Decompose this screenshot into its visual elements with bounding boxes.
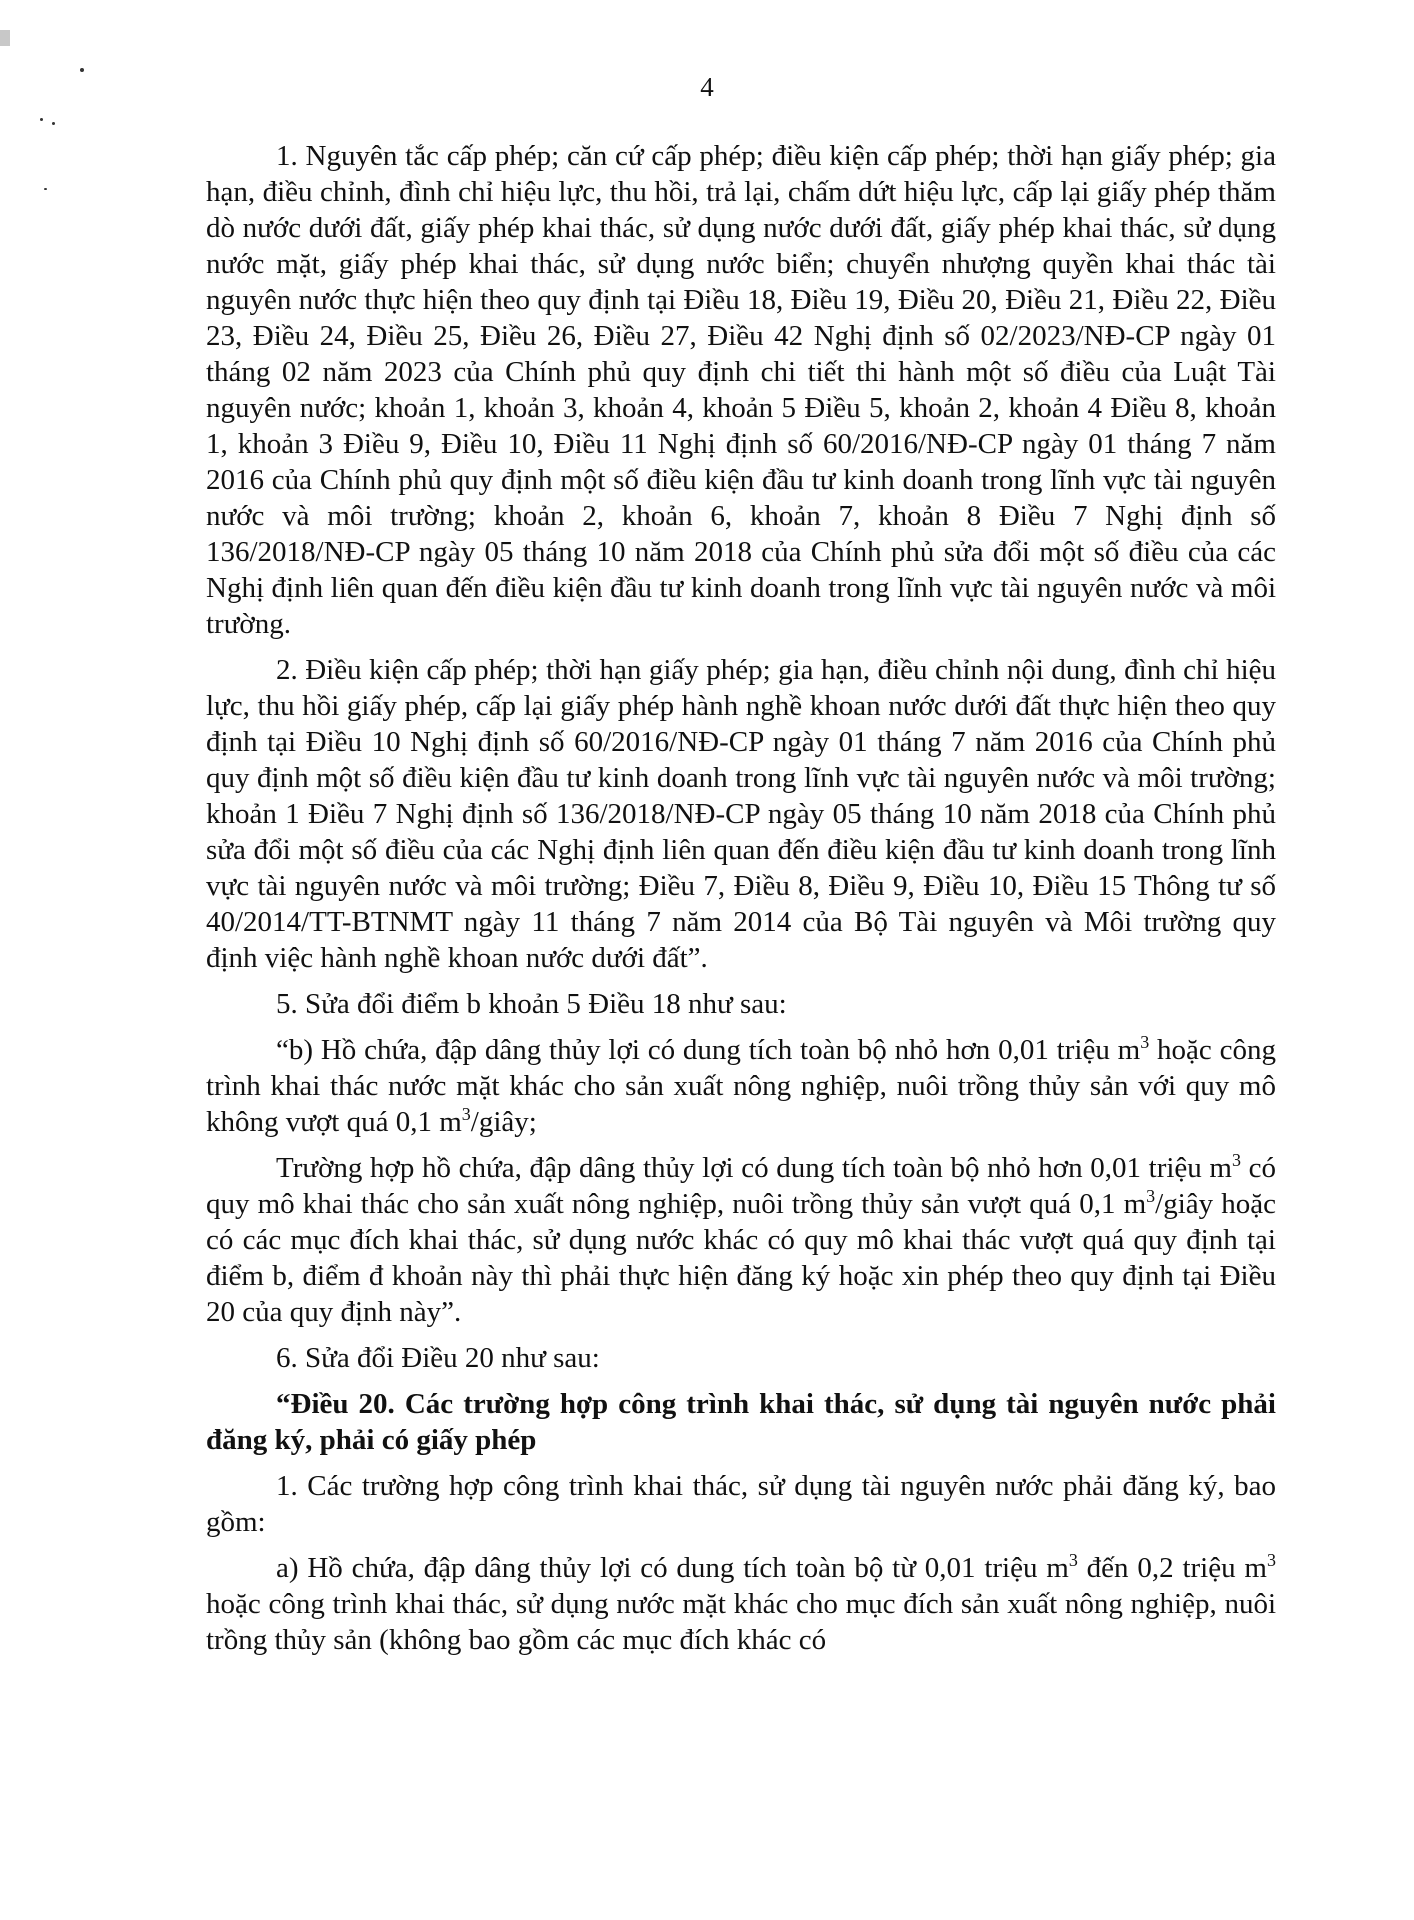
scan-speck xyxy=(52,122,55,125)
paragraph-amend-6: 6. Sửa đổi Điều 20 như sau: xyxy=(276,1342,600,1374)
superscript-3: 3 xyxy=(461,1104,471,1124)
paragraph-point-b: “b) Hồ chứa, đập dâng thủy lợi có dung tích toàn bộ nhỏ hơn 0,01 triệu $m^3$ hoặc công trình khai thác nước mặt khác cho sản xuất nông nghiệp, nuôi trồng thủy sản với quy mô không vượt quá 0,1 $m^3$/giây; xyxy=(206,1032,1276,1138)
paragraph-amend-5: 5. Sửa đổi điểm b khoản 5 Điều 18 như sau: xyxy=(276,988,787,1020)
scan-speck xyxy=(40,118,43,121)
scan-edge-mark xyxy=(0,30,10,46)
scan-speck xyxy=(44,188,47,190)
superscript-3: 3 xyxy=(1267,1550,1276,1570)
page-number: 4 xyxy=(700,72,714,102)
superscript-3: 3 xyxy=(1146,1186,1156,1206)
superscript-3: 3 xyxy=(1232,1150,1241,1170)
superscript-3: 3 xyxy=(1140,1032,1150,1052)
paragraph-2: 2. Điều kiện cấp phép; thời hạn giấy phép; gia hạn, điều chỉnh nội dung, đình chỉ hiệu lực, thu hồi giấy phép, cấp lại giấy phép hành nghề khoan nước dưới đất thực hiện theo quy định tại Điều 10 Nghị định số 60/2016/NĐ-CP ngày 01 tháng 7 năm 2016 của Chính phủ quy định một số điều kiện đầu tư kinh doanh trong lĩnh vực tài nguyên nước và môi trường; khoản 1 Điều 7 Nghị định số 136/2018/NĐ-CP ngày 05 tháng 10 năm 2018 của Chính phủ sửa đổi một số điều của các Nghị định liên quan đến điều kiện đầu tư kinh doanh trong lĩnh vực tài nguyên nước và môi trường; Điều 7, Điều 8, Điều 9, Điều 10, Điều 15 Thông tư số 40/2014/TT-BTNMT ngày 11 tháng 7 năm 2014 của Bộ Tài nguyên và Môi trường quy định việc hành nghề khoan nước dưới đất”. xyxy=(206,654,1276,974)
article-20-heading: “Điều 20. Các trường hợp công trình khai thác, sử dụng tài nguyên nước phải đăng ký, phải có giấy phép xyxy=(206,1388,1276,1456)
document-body xyxy=(206,138,1276,1668)
paragraph-clause-1: 1. Các trường hợp công trình khai thác, sử dụng tài nguyên nước phải đăng ký, bao gồm: xyxy=(206,1470,1276,1538)
paragraph-case: Trường hợp hồ chứa, đập dâng thủy lợi có dung tích toàn bộ nhỏ hơn 0,01 triệu $m^3$ có quy mô khai thác cho sản xuất nông nghiệp, nuôi trồng thủy sản vượt quá 0,1 $m^3$/giây hoặc có các mục đích khai thác, sử dụng nước khác có quy mô khai thác vượt quá quy định tại điểm b, điểm đ khoản này thì phải thực hiện đăng ký hoặc xin phép theo quy định tại Điều 20 của quy định này”. xyxy=(206,1150,1277,1328)
paragraph-1: 1. Nguyên tắc cấp phép; căn cứ cấp phép; điều kiện cấp phép; thời hạn giấy phép; gia hạn, điều chỉnh, đình chỉ hiệu lực, thu hồi, trả lại, chấm dứt hiệu lực, cấp lại giấy phép thăm dò nước dưới đất, giấy phép khai thác, sử dụng nước dưới đất, giấy phép khai thác, sử dụng nước mặt, giấy phép khai thác, sử dụng nước biển; chuyển nhượng quyền khai thác tài nguyên nước thực hiện theo quy định tại Điều 18, Điều 19, Điều 20, Điều 21, Điều 22, Điều 23, Điều 24, Điều 25, Điều 26, Điều 27, Điều 42 Nghị định số 02/2023/NĐ-CP ngày 01 tháng 02 năm 2023 của Chính phủ quy định chi tiết thi hành một số điều của Luật Tài nguyên nước; khoản 1, khoản 3, khoản 4, khoản 5 Điều 5, khoản 2, khoản 4 Điều 8, khoản 1, khoản 3 Điều 9, Điều 10, Điều 11 Nghị định số 60/2016/NĐ-CP ngày 01 tháng 7 năm 2016 của Chính phủ quy định một số điều kiện đầu tư kinh doanh trong lĩnh vực tài nguyên nước và môi trường; khoản 2, khoản 6, khoản 7, khoản 8 Điều 7 Nghị định số 136/2018/NĐ-CP ngày 05 tháng 10 năm 2018 của Chính phủ sửa đổi một số điều của các Nghị định liên quan đến điều kiện đầu tư kinh doanh trong lĩnh vực tài nguyên nước và môi trường. xyxy=(206,140,1276,640)
paragraph-point-a: a) Hồ chứa, đập dâng thủy lợi có dung tích toàn bộ từ 0,01 triệu $m^3$ đến 0,2 triệu $m^3$ hoặc công trình khai thác, sử dụng nước mặt khác cho mục đích sản xuất nông nghiệp, nuôi trồng thủy sản (không bao gồm các mục đích khác có xyxy=(206,1550,1276,1656)
superscript-3: 3 xyxy=(1068,1550,1078,1570)
